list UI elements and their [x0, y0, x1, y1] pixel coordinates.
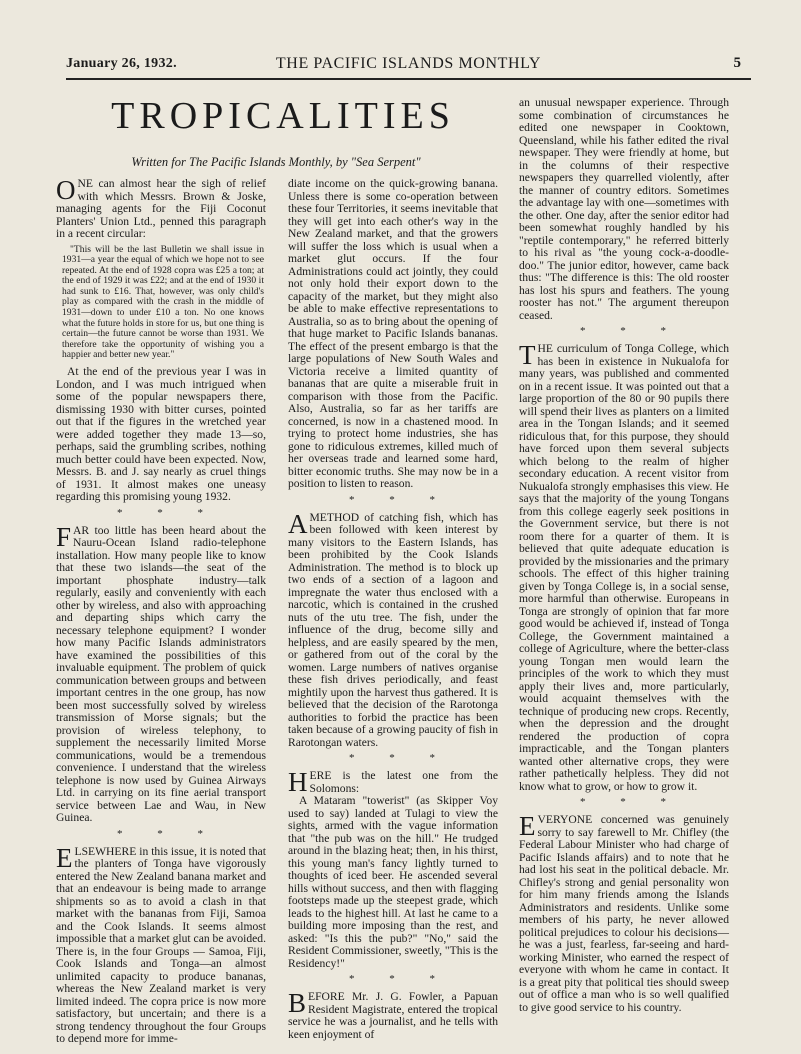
section-separator: * * * [580, 796, 682, 808]
column-3 [519, 97, 729, 1014]
section-separator: * * * [580, 325, 682, 337]
section-separator: * * * [117, 827, 219, 840]
drop-cap: T [519, 340, 536, 370]
page-header [66, 52, 751, 80]
paragraph [56, 842, 266, 1046]
drop-cap: E [519, 811, 536, 841]
page-number: 5 [733, 55, 741, 71]
drop-cap: E [56, 842, 73, 873]
paragraph [288, 988, 498, 1041]
paragraph: diate income on the quick-growing banana. Unless there is some co-operation between these four Territories, it seems inevitable that they will get into each other's way in the New Zealand market, and that the growers will suffer the loss which is usual when a market glut occurs. If the four Administrations could act jointly, they could not only hold their export down to the capacity of the market, but they might also be able to make effective representations to Australia, so as to bring about the opening of that huge market to Pacific Islands bananas. The effect of the present embargo is that the large populations of New South Wales and Victoria receive a limited quantity of bananas that are quite a miserable fruit in comparison with those from the Pacific. Also, Australia, so far as her tariffs are concerned, is now in a chastened mood. In trying to protect home industries, she has gone to ridiculous extremes, killed much of her overseas trade and learned some hard, bitter economic truths. She may now be in a position to listen to reason. [288, 177, 498, 490]
quoted-circular: "This will be the last Bulletin we shall issue in 1931—a year the equal of which we hope not to see repeated. At the end of 1928 copra was £25 a ton; at the end of 1929 it was £22; and at the end of 1930 it had sunk to £16. That, however, was only child's play as compared with the crash in the middle of 1931—down to under £10 a ton. No one knows what the future holds in store for us, but one thing is certain—the future cannot be worse than 1931. We therefore take the opportunity of wishing you a happier and better new year." [62, 243, 264, 361]
paragraph: an unusual newspaper experience. Through some combination of circumstances he edited one newspaper in Cooktown, Queensland, while his father edited the rival newspaper. They were friendly at home, but in the columns of their respective newspapers they quarrelled violently, after the manner of country editors. Sometimes the advantage lay with one—sometimes with the other. One day, after the senior editor had been somewhat roughly handled by his "reptile contemporary," he referred bitterly to his rival as "the young cock-a-doodle-doo." The junior editor, however, came back thus: "The difference is this: The old rooster has lost his spurs and feathers. The young rooster has not." The argument thereupon ceased. [519, 96, 729, 322]
paragraph: At the end of the previous year I was in London, and I was much intrigued when some of the popular newspapers there, dismissing 1930 with bitter curses, pointed out that if the figures in the wretched year were added together they made 13—so, perhaps, said the grumbling scribes, nothing much better could have been expected. Now, Messrs. B. and J. say nearly as cruel things of 1931. It almost makes one uneasy regarding this promising young 1932. [56, 365, 266, 504]
section-separator: * * * [349, 752, 451, 764]
paragraph [288, 508, 498, 750]
section-separator: * * * [349, 973, 451, 985]
paragraph-text: HE curriculum of Tonga College, which has been in existence in Nukualofa for many years, was published and commented on in a recent issue. It was pointed out that a large proportion of the 80 or 90 pupils there will spend their lives as planters on a limited area in the Tongan Islands; and it seemed ridiculous that, for this purpose, they should have forced upon them several subjects which belong to the realm of higher secondary education. A recent visitor from Nukualofa strongly emphasises this view. He says that the majority of the young Tongans from this college eagerly seek positions in the Government service, but there is not room there for a quarter of them. It is believed that quite adequate education is provided by the missionaries and the primary schools. The effect of this higher training given by Tonga College is, in a social sense, more harmful than otherwise. Europeans in Tonga are strongly of opinion that far more good would be achieved if, instead of Tonga College, the Government maintained a college of Agriculture, where the better-class young Tongan men would learn the principles of the work to which they must apply their lives and, more particularly, would acquaint themselves with the technique of producing new crops. Recently, when the depression and the drought rendered the production of copra impracticable, and the Tongan planters wanted other alternative crops, they were rather pathetically helpless. They did not know what to grow, or how to grow it. [519, 342, 729, 793]
paragraph-text: LSEWHERE in this issue, it is noted that the planters of Tonga have vigorously entered the New Zealand banana market and that an endeavour is being made to arrange shipments so as to avoid a clash in that market with the bananas from Fiji, Samoa and the Cook Islands. It seems almost impossible that a market glut can be avoided. There is, in the four Groups — Samoa, Fiji, Cook Islands and Tonga—an almost unlimited capacity to produce bananas, whereas the New Zealand market is very limited indeed. The copra price is now more satisfactory, but uncertain; and there is a strong tendency throughout the four Groups to depend more for imme- [56, 844, 266, 1046]
column-1 [56, 175, 266, 1046]
drop-cap: A [288, 508, 308, 539]
paragraph [288, 767, 498, 797]
section-separator: * * * [349, 493, 451, 506]
paragraph [519, 340, 729, 793]
magazine-name: THE PACIFIC ISLANDS MONTHLY [275, 55, 542, 72]
paragraph [56, 521, 266, 825]
drop-cap: B [288, 988, 307, 1018]
article-byline: Written for The Pacific Islands Monthly, by "Sea Serpent" [131, 155, 421, 169]
issue-date: January 26, 1932. [66, 56, 177, 71]
paragraph [56, 175, 266, 241]
paragraph-text: ERE is the latest one from the Solomons: [309, 769, 498, 795]
paragraph-text: EFORE Mr. J. G. Fowler, a Papuan Resident Magistrate, entered the tropical service he was a journalist, and he tells with keen enjoyment of [288, 990, 498, 1041]
paragraph-text: METHOD of catching fish, which has been followed with keen interest by many visitors to the Eastern Islands, has been prohibited by the Cook Islands Administration. The method is to block up two ends of a section of a lagoon and impregnate the water thus enclosed with a narcotic, which is contained in the crushed nuts of the utu tree. The fish, under the influence of the drug, become silly and helpless, and are easily speared by the men, or gathered from out of the coral by the women. Large numbers of natives organise these fish drives periodically, and feast mightily upon the harvest thus gathered. It is believed that the decision of the Rarotonga authorities to forbid the practice has been taken because of a growing paucity of fish in Rarotongan waters. [288, 510, 498, 749]
paragraph-text: NE can almost hear the sigh of relief with which Messrs. Brown & Joske, managing agents for the Fiji Coconut Planters' Union Ltd., penned this paragraph in a recent circular: [56, 177, 266, 240]
section-separator: * * * [117, 506, 219, 519]
paragraph-text: VERYONE concerned was genuinely sorry to say farewell to Mr. Chifley (the Federal Labour Minister who had charge of Pacific Islands affairs) and to note that he had lost his seat in the political debacle. Mr. Chifley's strong and genial personality won for him many friends among the Islands Administrators and residents. Unlike some members of his party, he never allowed political prejudices to colour his decisions—he was a just, fearless, far-seeing and hard-working Minister, who earned the respect of everyone with whom he came in contact. It is a great pity that political ties should sweep out of office a man who is so well qualified to give good service to his country. [519, 813, 729, 1014]
paragraph-text: AR too little has been heard about the Nauru-Ocean Island radio-telephone installation. How many people like to know that these two islands—the seat of the important phosphate industry—talk regularly, easily and conveniently with each other by wireless, and also with approaching and departing ships which carry the necessary telephone equipment? I wonder how many Pacific Islands administrators have examined the possibilities of this invaluable equipment. The problem of quick communication between groups and between important centres in the one group, has now been most successfully solved by wireless transmission of Morse signals; but the provision of wireless telephony, to supplement the necessarily limited Morse communications, would be a tremendous convenience. I understand that the wireless telephone is now used by Guinea Airways Ltd. in carrying on its fine aerial transport service between Lae and Wau, in New Guinea. [56, 523, 266, 825]
paragraph: A Mataram "towerist" (as Skipper Voy used to say) landed at Tulagi to view the sights, armed with the vague information that "the pub was on the hill." He trudged around in the blazing heat; then, in his thirst, this young man's fancy lightly turned to thoughts of iced beer. He ascended several hills without success, and then with flagging footsteps made up the steepest grade, which leads to the highest hill. At last he came to a building more imposing than the rest, and asked: "Is this the pub?" "No," said the Resident Commissioner, sweetly, "This is the Residency!" [288, 794, 498, 970]
article-title: TROPICALITIES [111, 95, 455, 137]
drop-cap: H [288, 767, 308, 797]
paragraph [519, 811, 729, 1014]
drop-cap: F [56, 521, 72, 552]
drop-cap: O [56, 175, 76, 205]
column-2 [288, 178, 498, 1041]
